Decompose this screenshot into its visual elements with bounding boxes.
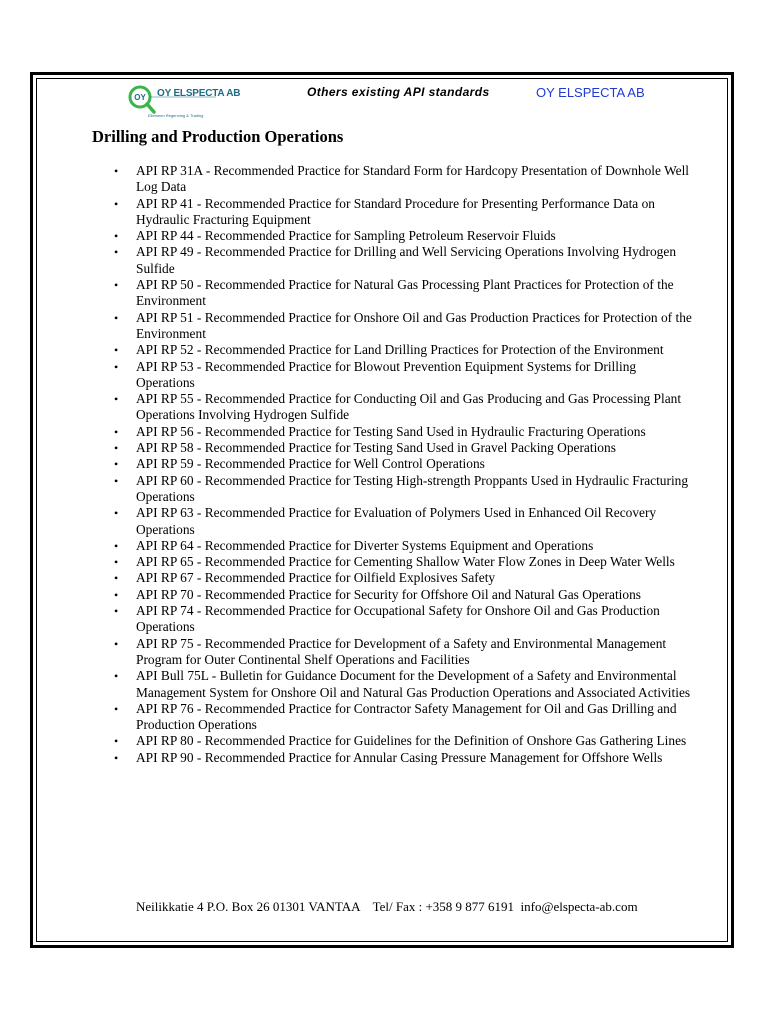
list-item: • API RP 80 - Recommended Practice for Guidelines for the Definition of Onshore Gas Gathering Lines: [136, 733, 696, 749]
list-item: • API RP 59 - Recommended Practice for Well Control Operations: [136, 456, 696, 472]
list-item: • API RP 64 - Recommended Practice for Diverter Systems Equipment and Operations: [136, 538, 696, 554]
list-item: • API RP 51 - Recommended Practice for Onshore Oil and Gas Production Practices for Protection of the Environment: [136, 310, 696, 343]
list-item: • API RP 52 - Recommended Practice for Land Drilling Practices for Protection of the Environment: [136, 342, 696, 358]
list-item: • API Bull 75L - Bulletin for Guidance Document for the Development of a Safety and Environmental Management System for Onshore Oil and Natural Gas Production Operations and Associated Activities: [136, 668, 696, 701]
list-item: • API RP 63 - Recommended Practice for Evaluation of Polymers Used in Enhanced Oil Recovery Operations: [136, 505, 696, 538]
list-item: • API RP 44 - Recommended Practice for Sampling Petroleum Reservoir Fluids: [136, 228, 696, 244]
list-item: • API RP 58 - Recommended Practice for Testing Sand Used in Gravel Packing Operations: [136, 440, 696, 456]
list-item: • API RP 60 - Recommended Practice for Testing High-strength Proppants Used in Hydraulic Fracturing Operations: [136, 473, 696, 506]
list-item: • API RP 56 - Recommended Practice for Testing Sand Used in Hydraulic Fracturing Operations: [136, 424, 696, 440]
list-item: • API RP 53 - Recommended Practice for Blowout Prevention Equipment Systems for Drilling Operations: [136, 359, 696, 392]
list-item: • API RP 90 - Recommended Practice for Annular Casing Pressure Management for Offshore Wells: [136, 750, 696, 766]
list-item: • API RP 67 - Recommended Practice for Oilfield Explosives Safety: [136, 570, 696, 586]
list-item: • API RP 49 - Recommended Practice for Drilling and Well Servicing Operations Involving Hydrogen Sulfide: [136, 244, 696, 277]
list-item: • API RP 76 - Recommended Practice for Contractor Safety Management for Oil and Gas Drilling and Production Operations: [136, 701, 696, 734]
header-title: Others existing API standards: [307, 85, 490, 99]
list-item: • API RP 75 - Recommended Practice for Development of a Safety and Environmental Management Program for Outer Continental Shelf Operations and Facilities: [136, 636, 696, 669]
logo-text: OY ELSPECTA AB: [157, 88, 241, 99]
list-item: • API RP 50 - Recommended Practice for Natural Gas Processing Plant Practices for Protection of the Environment: [136, 277, 696, 310]
api-standards-list: [136, 163, 696, 766]
list-item: • API RP 55 - Recommended Practice for Conducting Oil and Gas Producing and Gas Processing Plant Operations Involving Hydrogen Sulfide: [136, 391, 696, 424]
logo-tagline: Ellemeen Regenning & Trading: [148, 113, 204, 118]
list-item: • API RP 74 - Recommended Practice for Occupational Safety for Onshore Oil and Gas Production Operations: [136, 603, 696, 636]
footer-contact: Neilikkatie 4 P.O. Box 26 01301 VANTAA Tel/ Fax : +358 9 877 6191 info@elspecta-ab.com: [136, 899, 638, 914]
svg-text:OY: OY: [134, 93, 146, 102]
header-company: OY ELSPECTA AB: [536, 85, 645, 100]
section-heading: Drilling and Production Operations: [92, 127, 344, 146]
list-item: • API RP 41 - Recommended Practice for Standard Procedure for Presenting Performance Data on Hydraulic Fracturing Equipment: [136, 196, 696, 229]
list-item: • API RP 70 - Recommended Practice for Security for Offshore Oil and Natural Gas Operations: [136, 587, 696, 603]
list-item: • API RP 31A - Recommended Practice for Standard Form for Hardcopy Presentation of Downhole Well Log Data: [136, 163, 696, 196]
list-item: • API RP 65 - Recommended Practice for Cementing Shallow Water Flow Zones in Deep Water Wells: [136, 554, 696, 570]
